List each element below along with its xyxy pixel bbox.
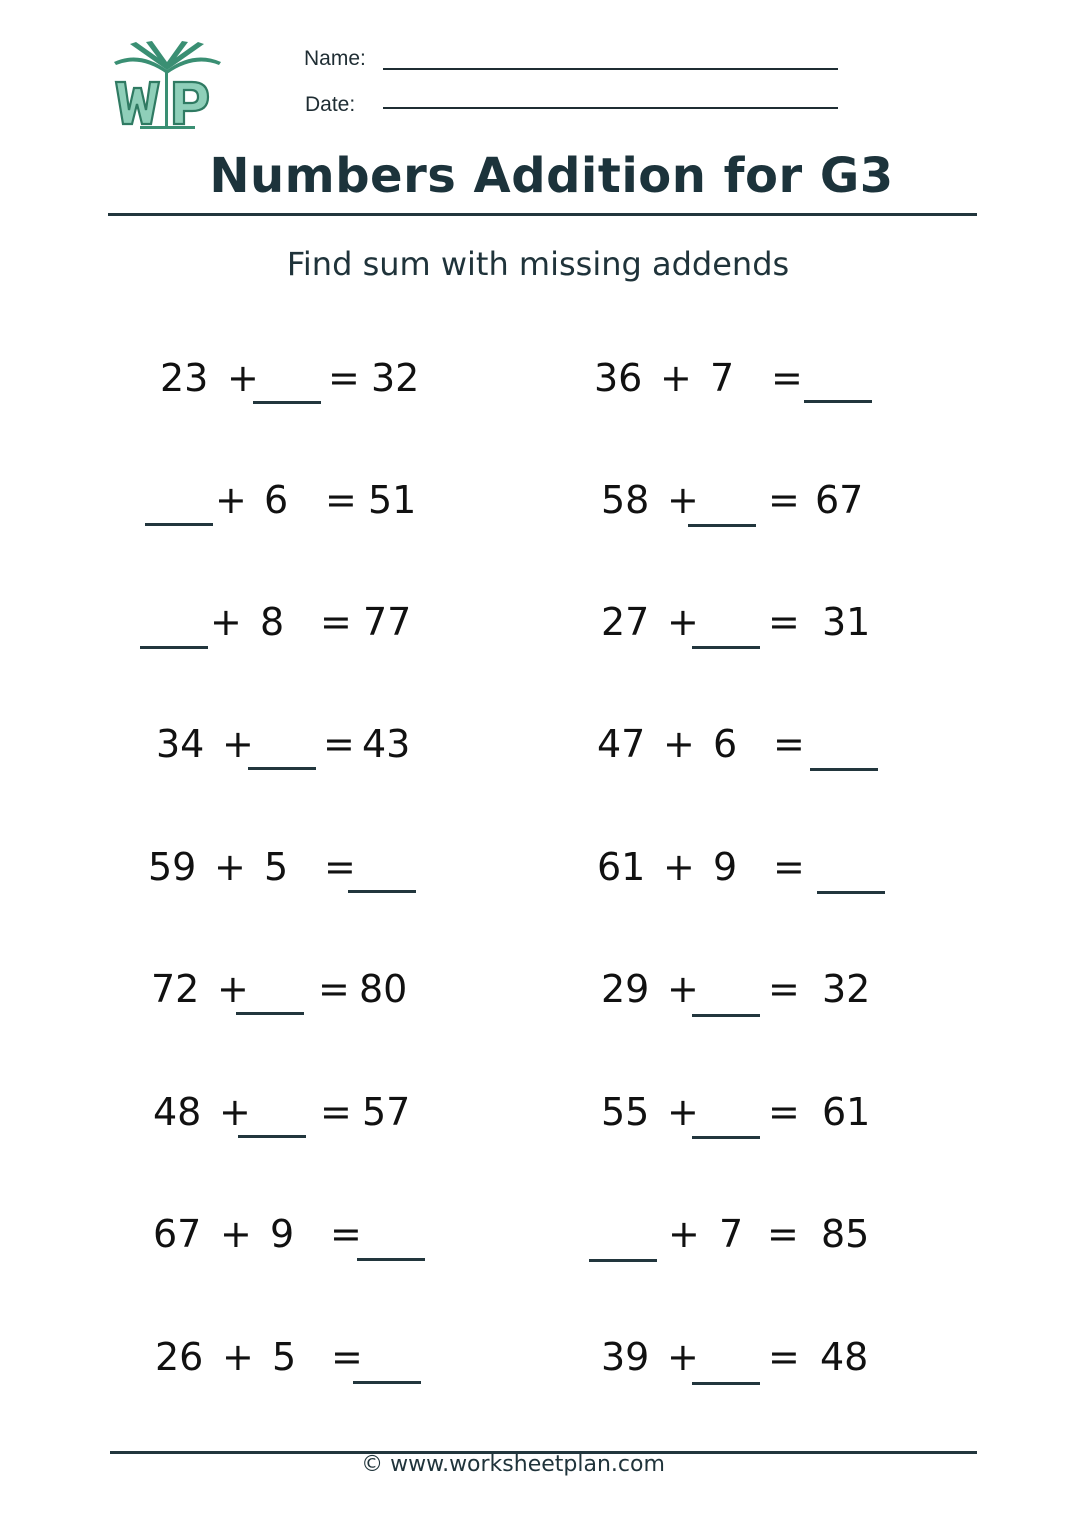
sum: 48 (820, 1335, 869, 1379)
addend-a: 59 (148, 845, 197, 889)
sum: 57 (362, 1090, 411, 1134)
equals-sign: = (328, 356, 360, 400)
addend-a: 26 (155, 1335, 204, 1379)
equals-sign: = (325, 478, 357, 522)
plus-sign: + (217, 967, 249, 1011)
addend-b: 8 (260, 600, 285, 644)
addend-b: 5 (264, 845, 289, 889)
worksheetplan-logo (110, 40, 225, 132)
sum: 85 (821, 1212, 870, 1256)
equals-sign: = (767, 1212, 799, 1256)
equals-sign: = (320, 1090, 352, 1134)
answer-blank[interactable] (692, 646, 760, 649)
equals-sign: = (771, 356, 803, 400)
plus-sign: + (660, 356, 692, 400)
answer-blank[interactable] (817, 891, 885, 894)
plus-sign: + (214, 845, 246, 889)
plus-sign: + (667, 967, 699, 1011)
answer-blank[interactable] (804, 400, 872, 403)
answer-blank[interactable] (692, 1136, 760, 1139)
footer (0, 1452, 1026, 1477)
addend-b: 6 (713, 722, 738, 766)
equals-sign: = (331, 1335, 363, 1379)
equals-sign: = (773, 845, 805, 889)
equals-sign: = (320, 600, 352, 644)
title-divider (108, 213, 977, 216)
plus-sign: + (663, 722, 695, 766)
plus-sign: + (222, 1335, 254, 1379)
answer-blank[interactable] (236, 1012, 304, 1015)
plus-sign: + (667, 478, 699, 522)
sum: 32 (822, 967, 871, 1011)
equals-sign: = (768, 600, 800, 644)
equals-sign: = (773, 722, 805, 766)
plus-sign: + (227, 356, 259, 400)
worksheet-title: Numbers Addition for G3 (209, 148, 894, 204)
addend-a: 58 (601, 478, 650, 522)
addend-a: 48 (153, 1090, 202, 1134)
plus-sign: + (667, 600, 699, 644)
date-label: Date: (305, 93, 356, 116)
addend-a: 39 (601, 1335, 650, 1379)
addend-a: 72 (151, 967, 200, 1011)
plus-sign: + (215, 478, 247, 522)
name-input-line[interactable] (383, 68, 838, 70)
plus-sign: + (667, 1335, 699, 1379)
addend-b: 5 (272, 1335, 297, 1379)
copyright-icon: © (361, 1452, 384, 1477)
answer-blank[interactable] (140, 646, 208, 649)
addend-b: 9 (270, 1212, 295, 1256)
sum: 32 (371, 356, 420, 400)
addend-a: 67 (153, 1212, 202, 1256)
worksheet-instructions: Find sum with missing addends (286, 245, 790, 283)
answer-blank[interactable] (692, 1014, 760, 1017)
open-book-logo-icon (110, 40, 225, 132)
sum: 77 (363, 600, 412, 644)
addend-b: 6 (264, 478, 289, 522)
sum: 31 (822, 600, 871, 644)
sum: 43 (362, 722, 411, 766)
plus-sign: + (667, 1090, 699, 1134)
addend-b: 9 (713, 845, 738, 889)
date-input-line[interactable] (383, 107, 838, 109)
equals-sign: = (323, 722, 355, 766)
plus-sign: + (210, 600, 242, 644)
sum: 51 (368, 478, 417, 522)
answer-blank[interactable] (348, 890, 416, 893)
equals-sign: = (330, 1212, 362, 1256)
plus-sign: + (668, 1212, 700, 1256)
equals-sign: = (768, 478, 800, 522)
answer-blank[interactable] (145, 523, 213, 526)
answer-blank[interactable] (248, 767, 316, 770)
footer-url[interactable]: www.worksheetplan.com (390, 1452, 665, 1477)
equals-sign: = (318, 967, 350, 1011)
plus-sign: + (663, 845, 695, 889)
addend-a: 55 (601, 1090, 650, 1134)
sum: 80 (359, 967, 408, 1011)
addend-a: 47 (597, 722, 646, 766)
addend-a: 61 (597, 845, 646, 889)
answer-blank[interactable] (692, 1382, 760, 1385)
addend-b: 7 (710, 356, 735, 400)
answer-blank[interactable] (253, 401, 321, 404)
equals-sign: = (768, 1090, 800, 1134)
answer-blank[interactable] (238, 1135, 306, 1138)
answer-blank[interactable] (810, 768, 878, 771)
equals-sign: = (768, 1335, 800, 1379)
plus-sign: + (220, 1212, 252, 1256)
answer-blank[interactable] (357, 1258, 425, 1261)
plus-sign: + (219, 1090, 251, 1134)
sum: 61 (822, 1090, 871, 1134)
equals-sign: = (324, 845, 356, 889)
addend-a: 36 (594, 356, 643, 400)
addend-a: 29 (601, 967, 650, 1011)
plus-sign: + (222, 722, 254, 766)
addend-a: 23 (160, 356, 209, 400)
addend-b: 7 (719, 1212, 744, 1256)
addend-a: 27 (601, 600, 650, 644)
answer-blank[interactable] (353, 1381, 421, 1384)
answer-blank[interactable] (589, 1259, 657, 1262)
addend-a: 34 (156, 722, 205, 766)
sum: 67 (815, 478, 864, 522)
answer-blank[interactable] (688, 524, 756, 527)
equals-sign: = (768, 967, 800, 1011)
name-label: Name: (304, 47, 366, 70)
